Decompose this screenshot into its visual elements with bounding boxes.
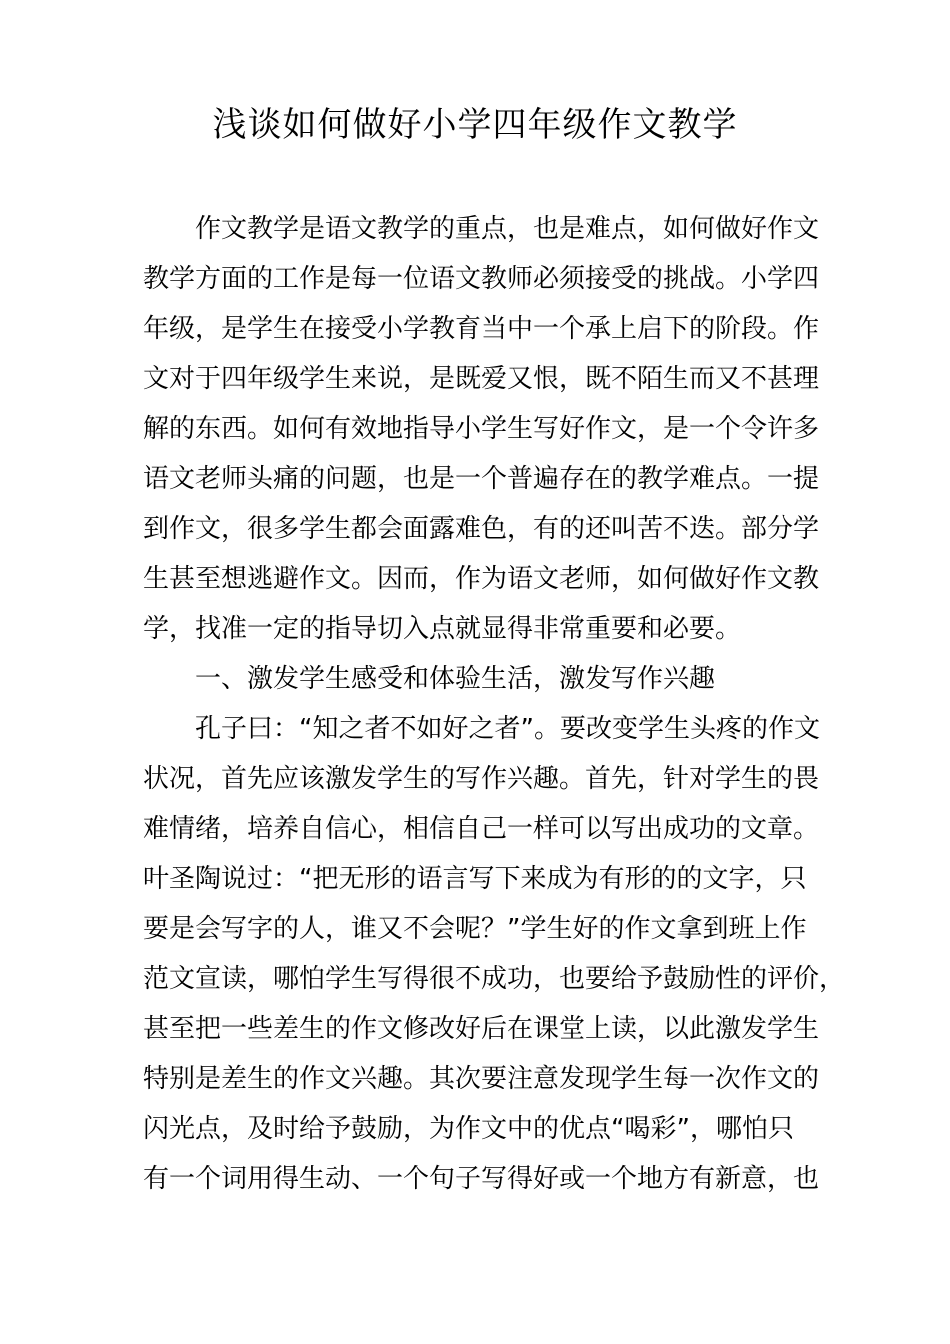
paragraph-line: 作文教学是语文教学的重点，也是难点，如何做好作文 [195, 214, 820, 244]
paragraph-line: 教学方面的工作是每一位语文教师必须接受的挑战。小学四 [143, 264, 820, 294]
paragraph-line: 年级，是学生在接受小学教育当中一个承上启下的阶段。作 [143, 314, 820, 344]
paragraph-line: 叶圣陶说过：“把无形的语言写下来成为有形的的文字，只 [143, 864, 807, 894]
paragraph-line: 学，找准一定的指导切入点就显得非常重要和必要。 [143, 614, 742, 644]
paragraph-line: 闪光点，及时给予鼓励，为作文中的优点“喝彩”，哪怕只 [143, 1114, 794, 1144]
paragraph-line: 难情绪，培养自信心，相信自己一样可以写出成功的文章。 [143, 814, 820, 844]
paragraph-line: 有一个词用得生动、一个句子写得好或一个地方有新意，也 [143, 1164, 820, 1194]
paragraph-line: 范文宣读，哪怕学生写得很不成功，也要给予鼓励性的评价， [143, 964, 846, 994]
paragraph-line: 特别是差生的作文兴趣。其次要注意发现学生每一次作文的 [143, 1064, 820, 1094]
paragraph-line: 解的东西。如何有效地指导小学生写好作文，是一个令许多 [143, 414, 820, 444]
paragraph-line: 文对于四年级学生来说，是既爱又恨，既不陌生而又不甚理 [143, 364, 820, 394]
section-heading: 一、激发学生感受和体验生活，激发写作兴趣 [195, 664, 716, 694]
paragraph-line: 状况，首先应该激发学生的写作兴趣。首先，针对学生的畏 [143, 764, 820, 794]
paragraph-line: 语文老师头痛的问题，也是一个普遍存在的教学难点。一提 [143, 464, 820, 494]
paragraph-line: 甚至把一些差生的作文修改好后在课堂上读，以此激发学生 [143, 1014, 820, 1044]
paragraph-line: 到作文，很多学生都会面露难色，有的还叫苦不迭。部分学 [143, 514, 820, 544]
paragraph-line: 生甚至想逃避作文。因而，作为语文老师，如何做好作文教 [143, 564, 820, 594]
paragraph-line: 孔子曰：“知之者不如好之者”。要改变学生头疼的作文 [195, 714, 820, 744]
document-body [143, 204, 846, 1204]
paragraph-line: 要是会写字的人，谁又不会呢？”学生好的作文拿到班上作 [143, 914, 807, 944]
document-title: 浅谈如何做好小学四年级作文教学 [212, 105, 738, 145]
